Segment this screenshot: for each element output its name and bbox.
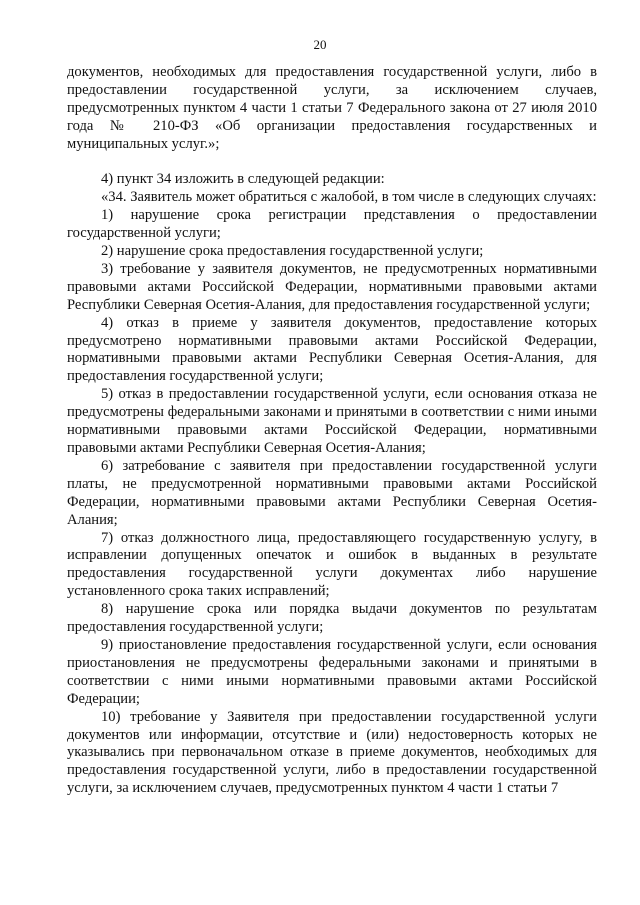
list-item-10: 10) требование у Заявителя при предоставлении государственной услуги документов или информации, отсутствие и (или) недостоверность которых не указывались при первоначальном отказе в приеме документов, необходимых для предоставления государственной услуги, либо в предоставлении государственной услуги, за исключением случаев, предусмотренных пунктом 4 части 1 статьи 7 (67, 708, 597, 797)
list-item-5: 5) отказ в предоставлении государственной услуги, если основания отказа не предусмотрены федеральными законами и принятыми в соответствии с ними иными нормативными правовыми актами Российской Федерации, нормативными правовыми актами Республики Северная Осетия-Алания; (67, 386, 597, 457)
page-number: 20 (313, 37, 327, 52)
list-item-6: 6) затребование с заявителя при предоставлении государственной услуги платы, не предусмотренной нормативными правовыми актами Российской Федерации, нормативными правовыми актами Республики Северная Осетия-Алания; (67, 457, 597, 528)
list-item-9: 9) приостановление предоставления государственной услуги, если основания приостановления не предусмотрены федеральными законами и принятыми в соответствии с ними иными нормативными правовыми актами Российской Федерации; (67, 636, 597, 707)
paragraph-clause-34-intro: «34. Заявитель может обратиться с жалобой, в том числе в следующих случаях: (101, 189, 597, 206)
paragraph-amendment-item-4: 4) пункт 34 изложить в следующей редакции: (101, 171, 385, 188)
paragraph-continuation: документов, необходимых для предоставления государственной услуги, либо в предоставлении государственной услуги, за исключением случаев, предусмотренных пунктом 4 части 1 статьи 7 Федерального закона от 27 июля 2010 года № 210-ФЗ «Об организации предоставления государственных и муниципальных услуг.»; (67, 64, 597, 152)
list-item-4: 4) отказ в приеме у заявителя документов, предоставление которых предусмотрено нормативными правовыми актами Российской Федерации, нормативными правовыми актами Республики Северная Осетия-Алания, для предоставления государственной услуги; (67, 314, 597, 385)
list-item-7: 7) отказ должностного лица, предоставляющего государственную услугу, в исправлении допущенных опечаток и ошибок в выданных в результате предоставления государственной услуги документах либо нарушение установленного срока таких исправлений; (67, 529, 597, 600)
list-item-1: 1) нарушение срока регистрации представления о предоставлении государственной услуги; (67, 207, 597, 242)
document-body (67, 64, 597, 798)
list-item-8: 8) нарушение срока или порядка выдачи документов по результатам предоставления государственной услуги; (67, 601, 597, 636)
list-item-2: 2) нарушение срока предоставления государственной услуги; (101, 243, 484, 260)
paragraph-spacer (67, 154, 597, 172)
list-item-3: 3) требование у заявителя документов, не предусмотренных нормативными правовыми актами Российской Федерации, нормативными правовыми актами Республики Северная Осетия-Алания, для предоставления государственной услуги; (67, 260, 597, 313)
